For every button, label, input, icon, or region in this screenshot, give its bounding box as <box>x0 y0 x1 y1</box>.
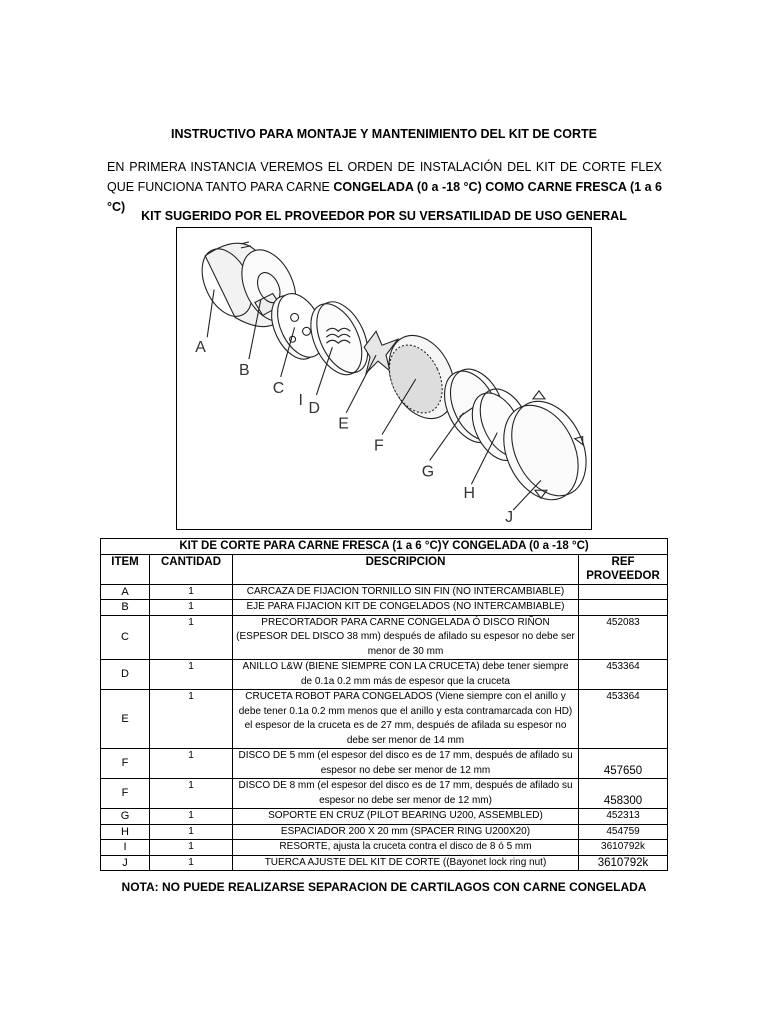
intro-text: EN PRIMERA INSTANCIA VEREMOS EL ORDEN DE INSTALACIÓN DEL KIT DE CORTE FLEX QUE FUNCIONA TANTO PARA CARNE <box>107 160 662 194</box>
cell-item: F <box>101 749 150 779</box>
cell-ref: 452313 <box>579 809 668 825</box>
cell-descripcion: SOPORTE EN CRUZ (PILOT BEARING U200, ASSEMBLED) <box>233 809 579 825</box>
cell-descripcion: ANILLO L&W (BIENE SIEMPRE CON LA CRUCETA) debe tener siempre de 0.1a 0.2 mm más de espesor que la cruceta <box>233 660 579 690</box>
cell-cantidad: 1 <box>150 809 233 825</box>
table-row <box>101 749 668 779</box>
cell-descripcion: PRECORTADOR PARA CARNE CONGELADA Ó DISCO RIÑON (ESPESOR DEL DISCO 38 mm) después de afilado su espesor no debe ser menor de 30 mm <box>233 615 579 660</box>
label-i: I <box>298 391 303 409</box>
label-f: F <box>374 437 384 455</box>
cell-ref: 453364 <box>579 660 668 690</box>
cell-item: G <box>101 809 150 825</box>
header-descripcion: DESCRIPCION <box>233 554 579 584</box>
table-row <box>101 690 668 749</box>
cell-ref: 453364 <box>579 690 668 749</box>
intro-paragraph <box>107 157 662 217</box>
document-title: INSTRUCTIVO PARA MONTAJE Y MANTENIMIENTO DEL KIT DE CORTE <box>171 127 597 141</box>
label-j: J <box>505 509 514 527</box>
exploded-diagram-drawing <box>177 228 591 529</box>
cell-ref <box>579 600 668 616</box>
cell-ref: 3610792k <box>579 855 668 871</box>
cell-item: B <box>101 600 150 616</box>
cell-cantidad: 1 <box>150 584 233 600</box>
cell-item: D <box>101 660 150 690</box>
cell-ref <box>579 584 668 600</box>
cell-cantidad: 1 <box>150 779 233 809</box>
table-header-row <box>101 554 668 584</box>
label-d: D <box>308 399 320 417</box>
table-caption-row <box>101 539 668 555</box>
label-h: H <box>463 485 475 503</box>
cell-item: H <box>101 824 150 840</box>
table-row <box>101 600 668 616</box>
cell-item: C <box>101 615 150 660</box>
cell-ref: 457650 <box>579 749 668 779</box>
cell-ref: 452083 <box>579 615 668 660</box>
header-ref: REF PROVEEDOR <box>579 554 668 584</box>
cell-descripcion: EJE PARA FIJACION KIT DE CONGELADOS (NO INTERCAMBIABLE) <box>233 600 579 616</box>
intro-bold-text: CONGELADA (0 a -18 °C) COMO CARNE FRESCA (1 a 6 °C) <box>107 180 662 214</box>
table-row <box>101 855 668 871</box>
table-row <box>101 809 668 825</box>
cell-cantidad: 1 <box>150 855 233 871</box>
table-row <box>101 660 668 690</box>
cell-item: F <box>101 779 150 809</box>
cell-cantidad: 1 <box>150 660 233 690</box>
cell-cantidad: 1 <box>150 600 233 616</box>
cell-item: J <box>101 855 150 871</box>
cell-descripcion: DISCO DE 5 mm (el espesor del disco es de 17 mm, después de afilado su espesor no debe ser menor de 12 mm <box>233 749 579 779</box>
cell-descripcion: RESORTE, ajusta la cruceta contra el disco de 8 ó 5 mm <box>233 840 579 856</box>
cell-descripcion: DISCO DE 8 mm (el espesor del disco es de 17 mm, después de afilado su espesor no debe ser menor de 12 mm) <box>233 779 579 809</box>
cell-cantidad: 1 <box>150 615 233 660</box>
cell-descripcion: CARCAZA DE FIJACION TORNILLO SIN FIN (NO INTERCAMBIABLE) <box>233 584 579 600</box>
table-row <box>101 615 668 660</box>
table-row <box>101 824 668 840</box>
table-caption: KIT DE CORTE PARA CARNE FRESCA (1 a 6 °C)Y CONGELADA (0 a -18 °C) <box>101 539 668 555</box>
label-g: G <box>421 463 435 481</box>
cell-ref: 454759 <box>579 824 668 840</box>
cell-ref: 3610792k <box>579 840 668 856</box>
cell-ref: 458300 <box>579 779 668 809</box>
cell-descripcion: CRUCETA ROBOT PARA CONGELADOS (Viene siempre con el anillo y debe tener 0.1a 0.2 mm menos que el anillo y esta contramarcada con HD) el espesor de la cruceta es de 27 mm, después de afilada su espesor no debe ser menor de 14 mm <box>233 690 579 749</box>
header-item: ITEM <box>101 554 150 584</box>
kit-table <box>100 538 668 871</box>
label-c: C <box>272 379 285 397</box>
cell-item: E <box>101 690 150 749</box>
cell-descripcion: ESPACIADOR 200 X 20 mm (SPACER RING U200X20) <box>233 824 579 840</box>
cell-descripcion: TUERCA AJUSTE DEL KIT DE CORTE ((Bayonet lock ring nut) <box>233 855 579 871</box>
label-e: E <box>338 415 349 433</box>
label-b: B <box>238 362 250 380</box>
exploded-diagram <box>176 227 592 530</box>
table-row <box>101 779 668 809</box>
kit-subtitle: KIT SUGERIDO POR EL PROVEEDOR POR SU VERSATILIDAD DE USO GENERAL <box>141 209 627 223</box>
cell-cantidad: 1 <box>150 749 233 779</box>
cell-item: A <box>101 584 150 600</box>
label-a: A <box>195 339 206 357</box>
table-row <box>101 840 668 856</box>
footer-note: NOTA: NO PUEDE REALIZARSE SEPARACION DE CARTILAGOS CON CARNE CONGELADA <box>121 880 647 894</box>
cell-cantidad: 1 <box>150 840 233 856</box>
cell-cantidad: 1 <box>150 690 233 749</box>
cell-item: I <box>101 840 150 856</box>
table-row <box>101 584 668 600</box>
header-cantidad: CANTIDAD <box>150 554 233 584</box>
cell-cantidad: 1 <box>150 824 233 840</box>
